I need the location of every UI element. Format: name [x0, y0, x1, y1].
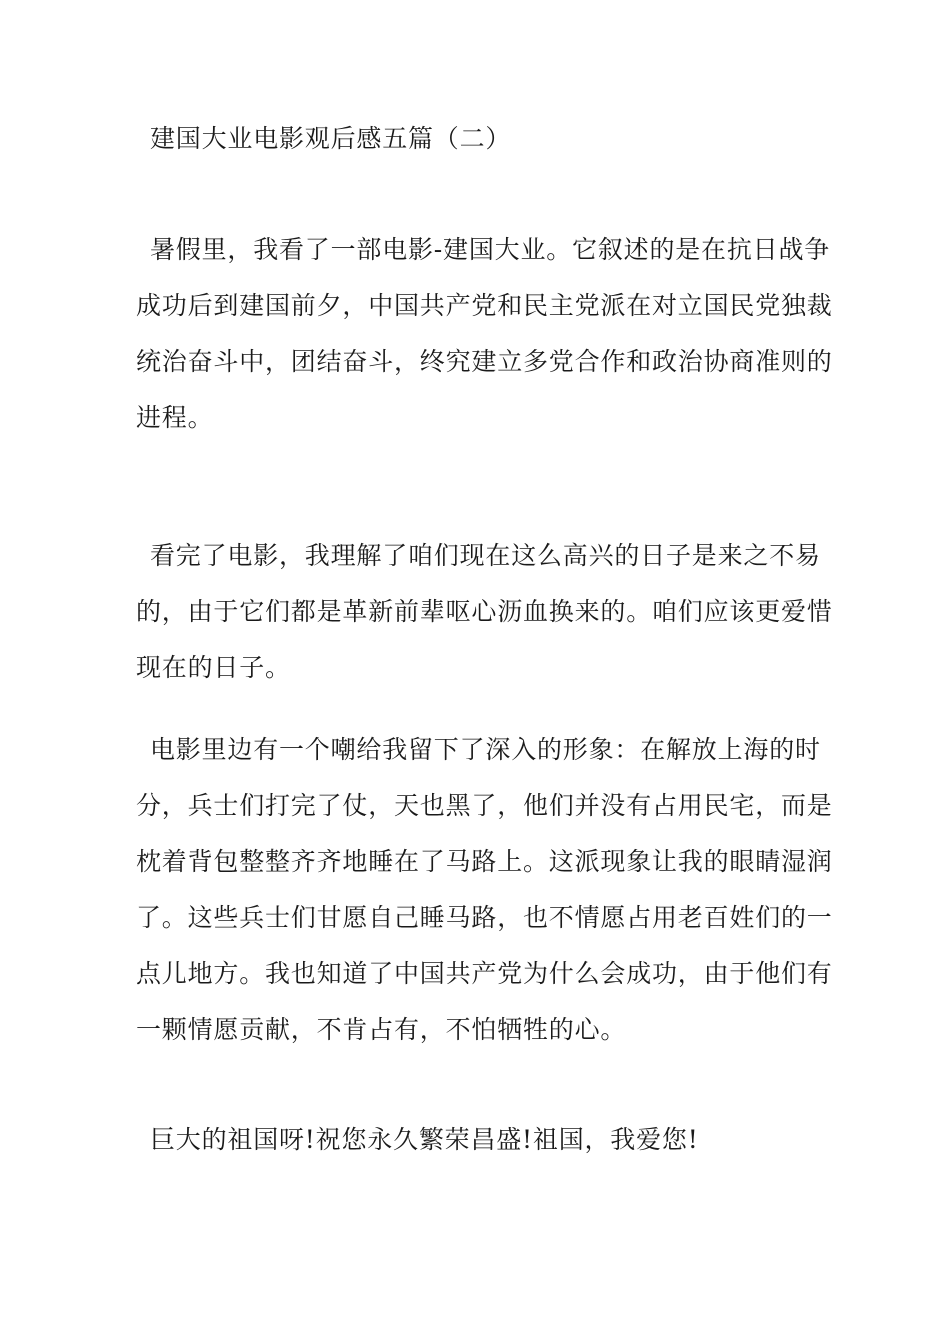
document-title: 建国大业电影观后感五篇（二）	[150, 124, 512, 153]
paragraph-4: 巨大的祖国呀!祝您永久繁荣昌盛!祖国，我爱您!	[150, 1125, 699, 1154]
paragraph-3: 电影里边有一个嘲给我留下了深入的形象：在解放上海的时分，兵士们打完了仗，天也黑了，他们并没有占用民宅，而是枕着背包整整齐齐地睡在了马路上。这派现象让我的眼睛湿润了。这些兵士们甘愿自己睡马路，也不情愿占用老百姓们的一点儿地方。我也知道了中国共产党为什么会成功，由于他们有一颗情愿贡献，不肯占有，不怕牺牲的心。	[136, 735, 833, 1044]
paragraph-1: 暑假里，我看了一部电影-建国大业。它叙述的是在抗日战争成功后到建国前夕，中国共产党和民主党派在对立国民党独裁统治奋斗中，团结奋斗，终究建立多党合作和政治协商准则的进程。	[136, 235, 833, 432]
paragraph-2: 看完了电影，我理解了咱们现在这么高兴的日子是来之不易的，由于它们都是革新前辈呕心沥血换来的。咱们应该更爱惜现在的日子。	[136, 541, 833, 682]
